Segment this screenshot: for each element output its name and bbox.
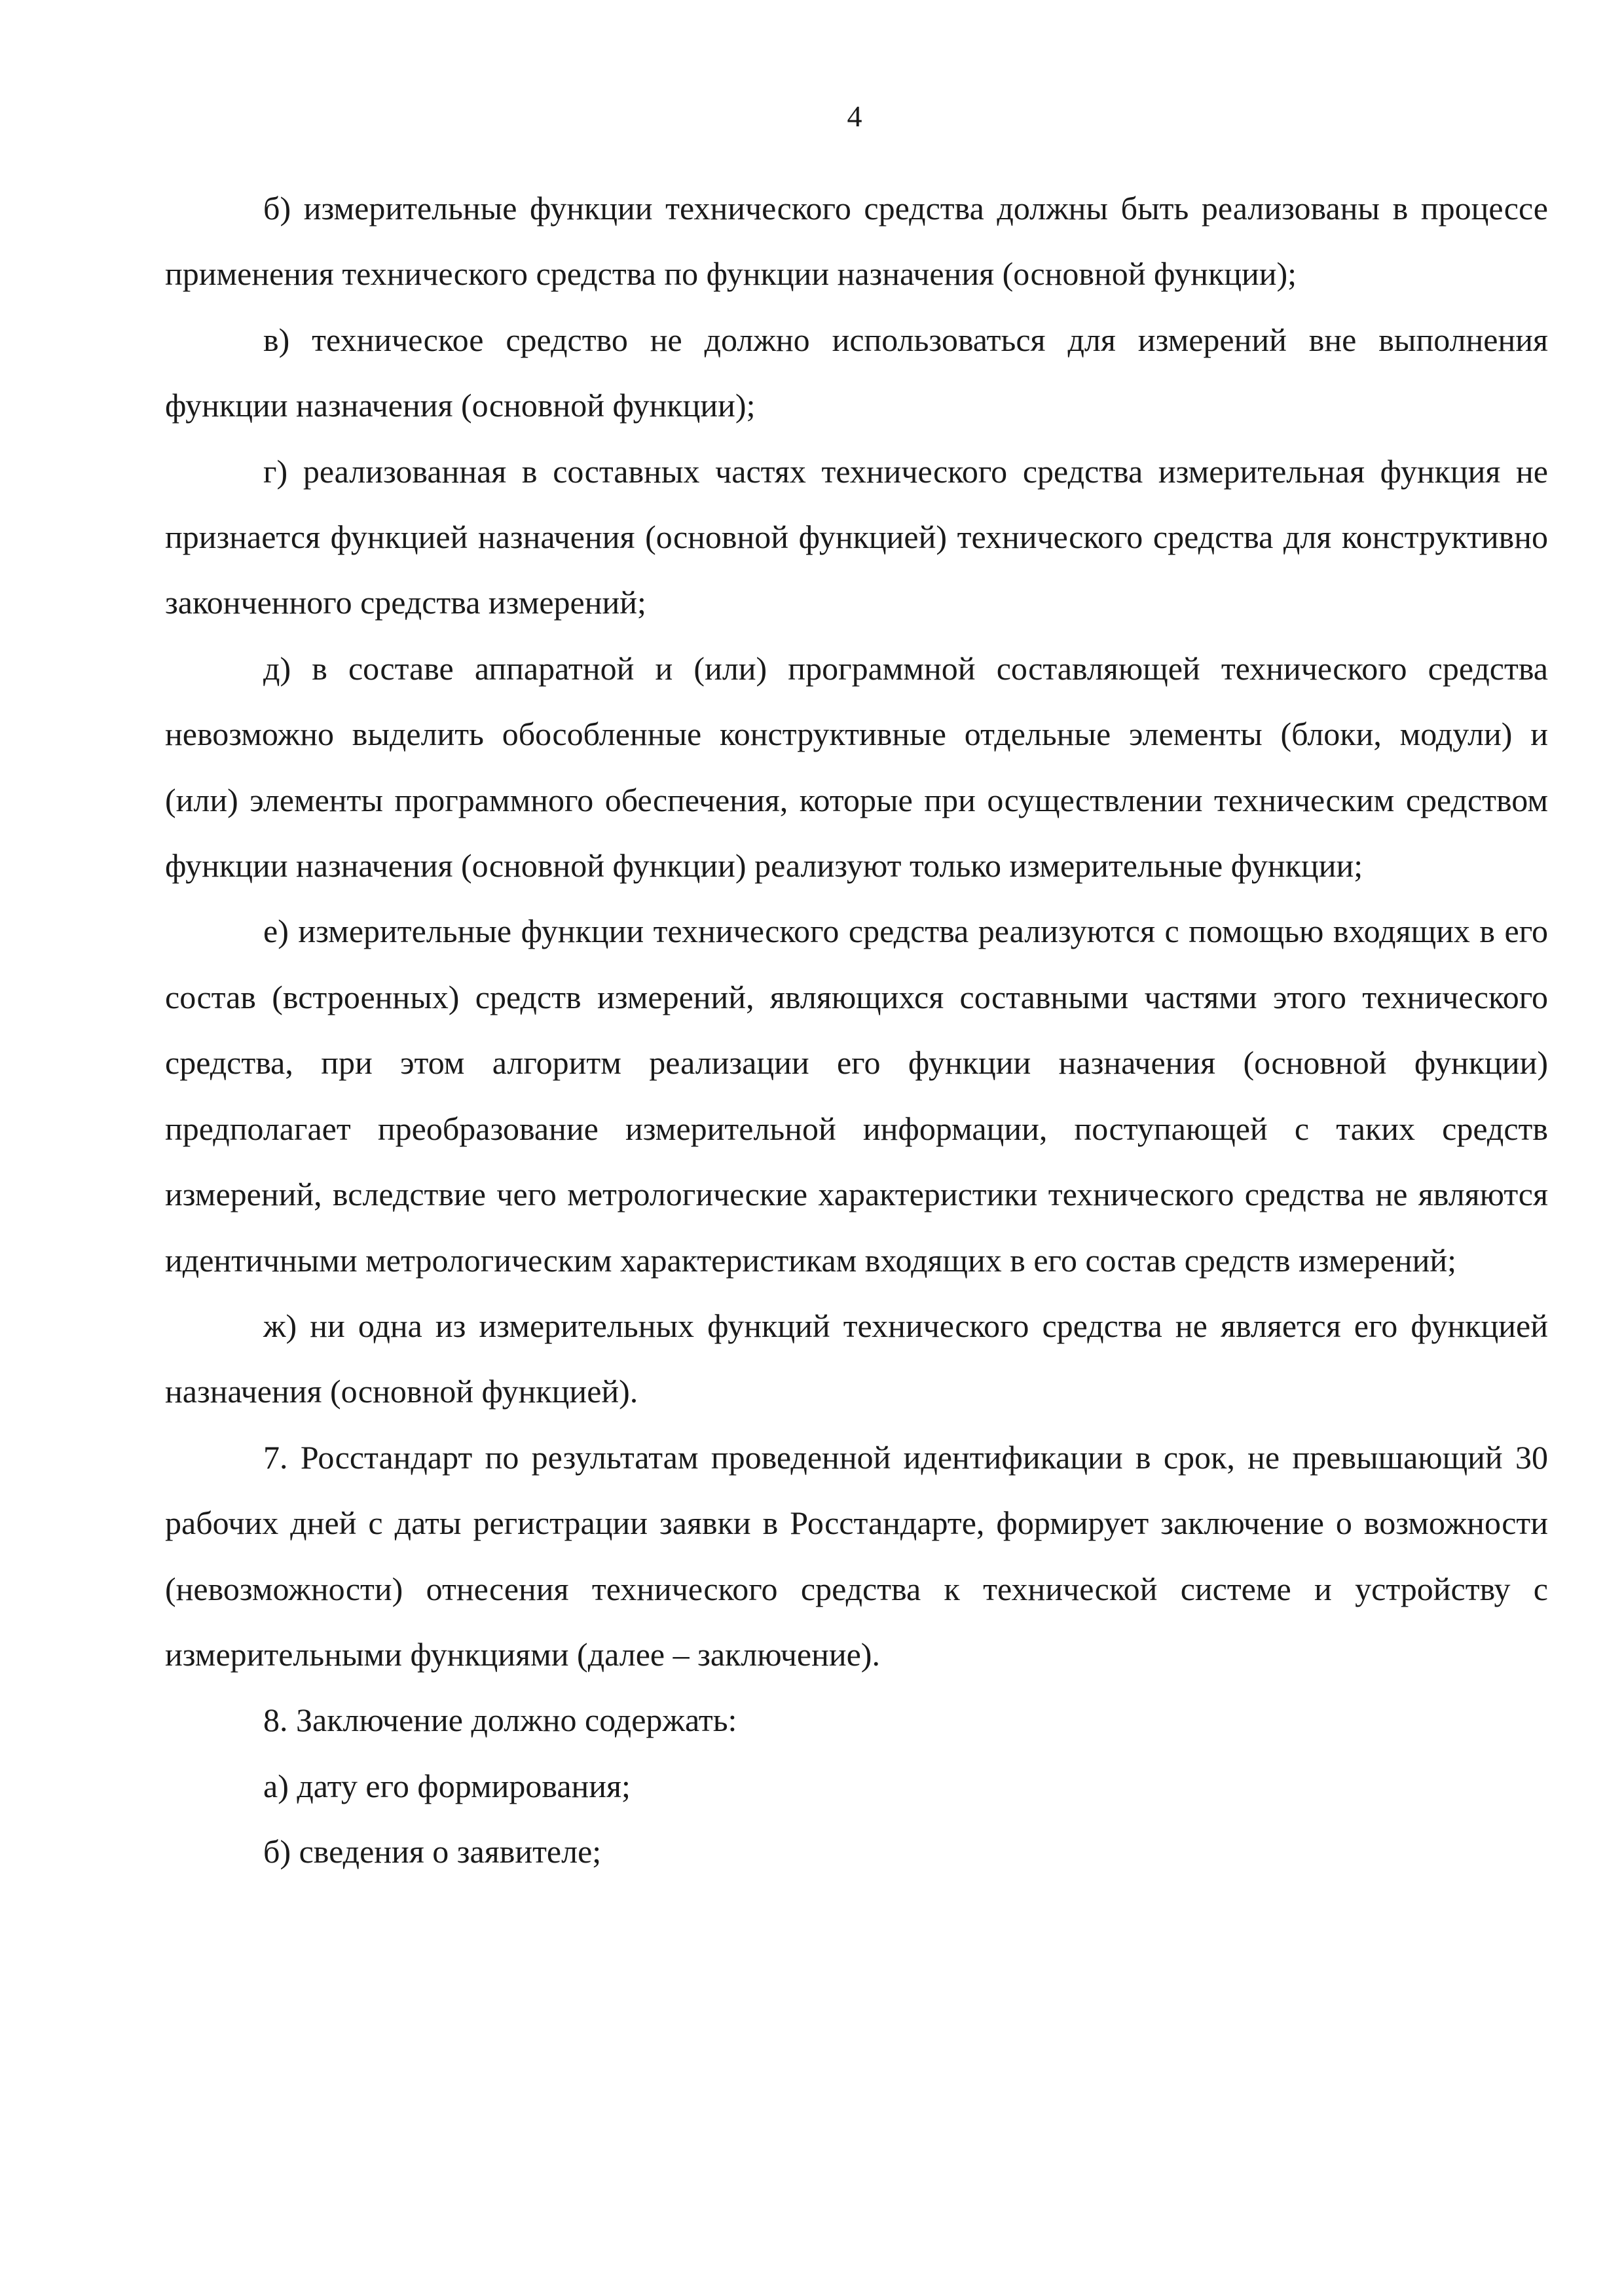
paragraph-d-no-separable-elements: д) в составе аппаратной и (или) программной составляющей технического средства невозможно выделить обособленные конструктивные отдельные элементы (блоки, модули) и (или) элементы программного обеспечения, которые при осуществлении техническим средством функции назначения (основной функции) реализуют только измерительные функции; [165, 649, 1548, 884]
list-item-a-date: а) дату его формирования; [263, 1767, 631, 1804]
page-number: 4 [847, 100, 862, 133]
paragraph-b-measuring-functions-implemented: б) измерительные функции технического средства должны быть реализованы в процессе применения технического средства по функции назначения (основной функции); [165, 190, 1548, 293]
paragraph-7-rosstandart-conclusion: 7. Росстандарт по результатам проведенной идентификации в срок, не превышающий 30 рабочих дней с даты регистрации заявки в Росстандарте, формирует заключение о возможности (невозможности) отнесения технического средства к технической системе и устройству с измерительными функциями (далее – заключение). [165, 1438, 1548, 1673]
list-item-b-applicant-info: б) сведения о заявителе; [263, 1833, 602, 1870]
document-body [165, 175, 1548, 1885]
paragraph-e-built-in-instruments: е) измерительные функции технического средства реализуются с помощью входящих в его состав (встроенных) средств измерений, являющихся составными частями этого технического средства, при этом алгоритм реализации его функции назначения (основной функции) предполагает преобразование измерительной информации, поступающей с таких средств измерений, вследствие чего метрологические характеристики технического средства не являются идентичными метрологическим характеристикам входящих в его состав средств измерений; [165, 913, 1548, 1279]
paragraph-zh-not-main-function: ж) ни одна из измерительных функций технического средства не является его функцией назначения (основной функцией). [165, 1307, 1548, 1410]
paragraph-8-conclusion-contents: 8. Заключение должно содержать: [263, 1702, 737, 1739]
paragraph-v-not-used-for-measurements: в) техническое средство не должно использоваться для измерений вне выполнения функции назначения (основной функции); [165, 321, 1548, 424]
paragraph-g-component-measuring-function: г) реализованная в составных частях технического средства измерительная функция не признается функцией назначения (основной функцией) технического средства для конструктивно законченного средства измерений; [165, 452, 1548, 621]
